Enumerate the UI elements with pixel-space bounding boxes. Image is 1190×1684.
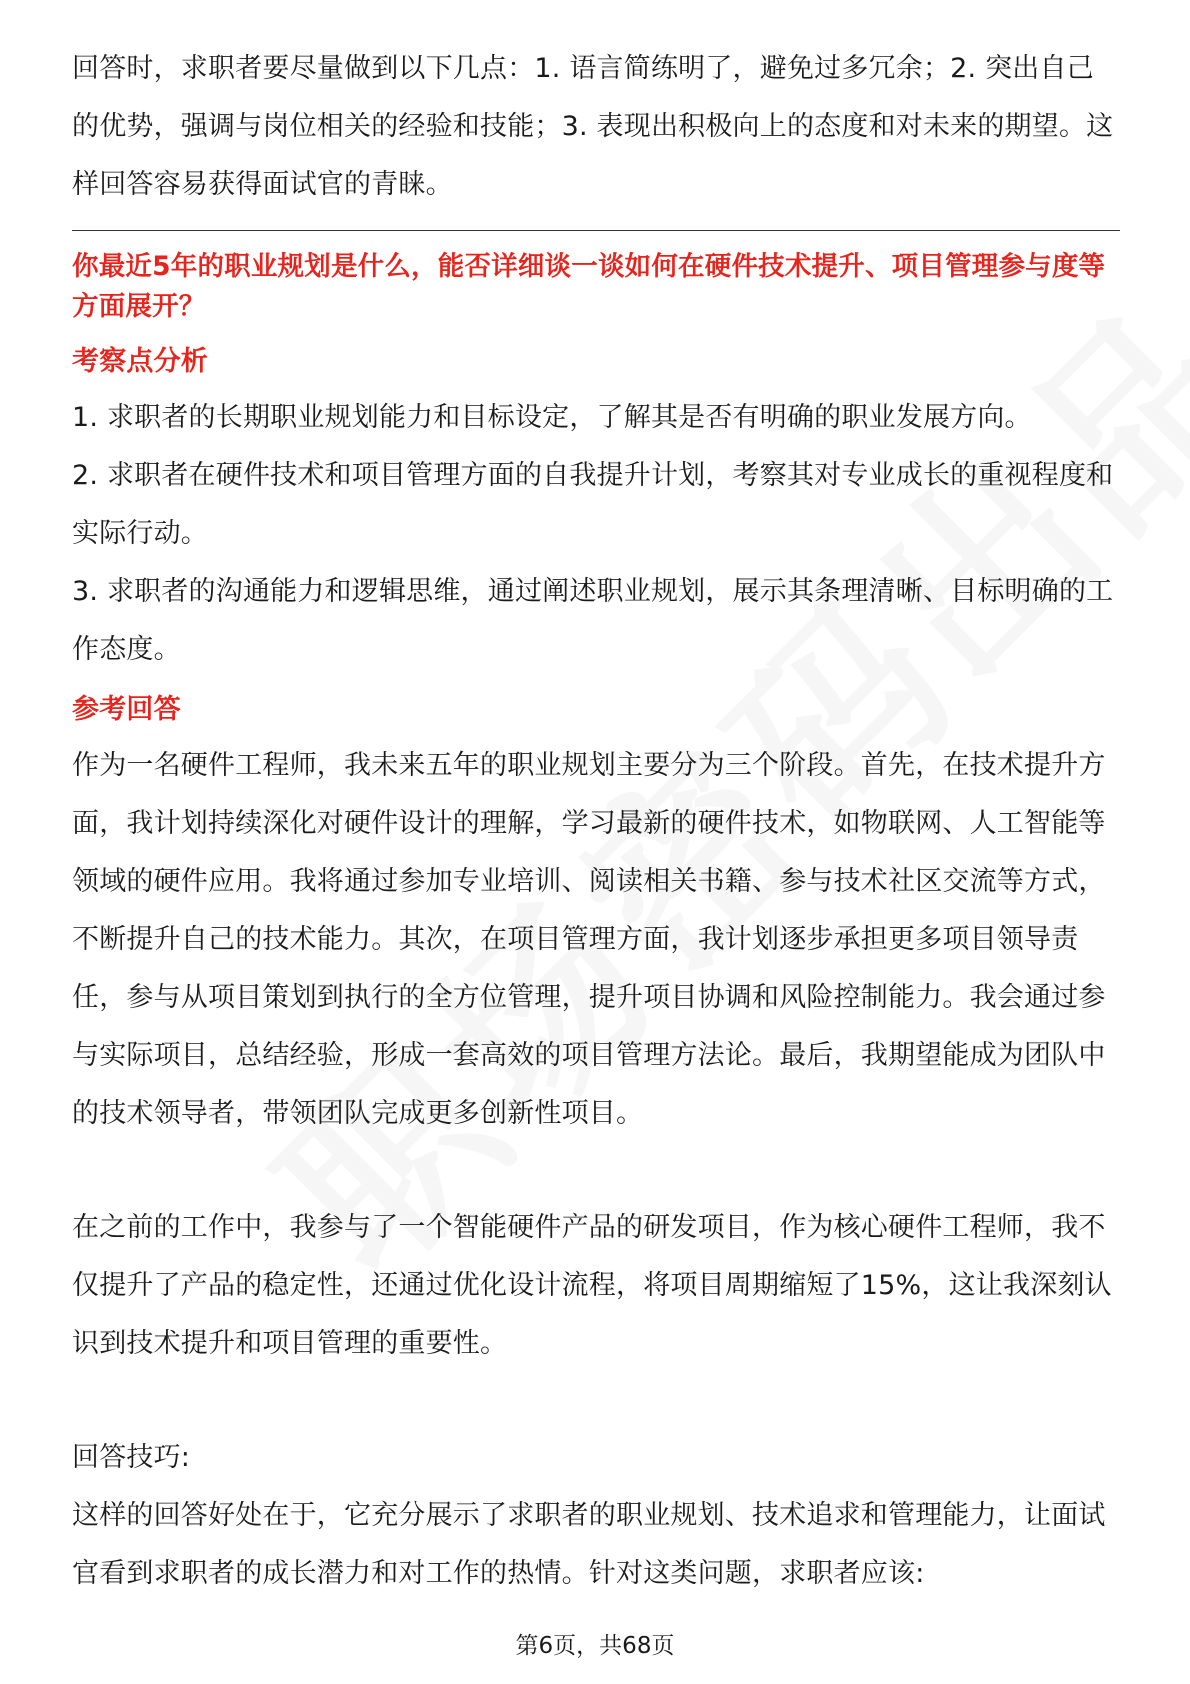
analysis-item-2: 2. 求职者在硬件技术和项目管理方面的自我提升计划，考察其对专业成长的重视程度和实际行动。 xyxy=(72,460,1114,549)
analysis-item-3: 3. 求职者的沟通能力和逻辑思维，通过阐述职业规划，展示其条理清晰、目标明确的工作态度。 xyxy=(72,576,1114,665)
reference-paragraph-1: 作为一名硬件工程师，我未来五年的职业规划主要分为三个阶段。首先，在技术提升方面，我计划持续深化对硬件设计的理解，学习最新的硬件技术，如物联网、人工智能等领域的硬件应用。我将通过参加专业培训、阅读相关书籍、参与技术社区交流等方式，不断提升自己的技术能力。其次，在项目管理方面，我计划逐步承担更多项目领导责任，参与从项目策划到执行的全方位管理，提升项目协调和风险控制能力。我会通过参与实际项目，总结经验，形成一套高效的项目管理方法论。最后，我期望能成为团队中的技术领导者，带领团队完成更多创新性项目。 xyxy=(72,750,1106,1129)
document-page xyxy=(72,40,1120,1603)
tips-paragraph: 这样的回答好处在于，它充分展示了求职者的职业规划、技术追求和管理能力，让面试官看到求职者的成长潜力和对工作的热情。针对这类问题，求职者应该: xyxy=(72,1500,1106,1589)
page-footer: 第6页，共68页 xyxy=(515,1633,675,1659)
intro-paragraph: 回答时，求职者要尽量做到以下几点：1. 语言简练明了，避免过多冗余；2. 突出自己的优势，强调与岗位相关的经验和技能；3. 表现出积极向上的态度和对未来的期望。这样回答容易获得面试官的青睐。 xyxy=(72,53,1114,200)
reference-paragraph-2: 在之前的工作中，我参与了一个智能硬件产品的研发项目，作为核心硬件工程师，我不仅提升了产品的稳定性，还通过优化设计流程，将项目周期缩短了15%，这让我深刻认识到技术提升和项目管理的重要性。 xyxy=(72,1212,1112,1359)
reference-heading: 参考回答 xyxy=(72,694,181,725)
analysis-heading: 考察点分析 xyxy=(72,346,208,377)
analysis-item-1: 1. 求职者的长期职业规划能力和目标设定，了解其是否有明确的职业发展方向。 xyxy=(72,402,1032,433)
question-heading: 你最近5年的职业规划是什么，能否详细谈一谈如何在硬件技术提升、项目管理参与度等方面展开？ xyxy=(72,251,1106,322)
tips-heading: 回答技巧: xyxy=(72,1442,191,1473)
section-divider xyxy=(72,230,1120,231)
